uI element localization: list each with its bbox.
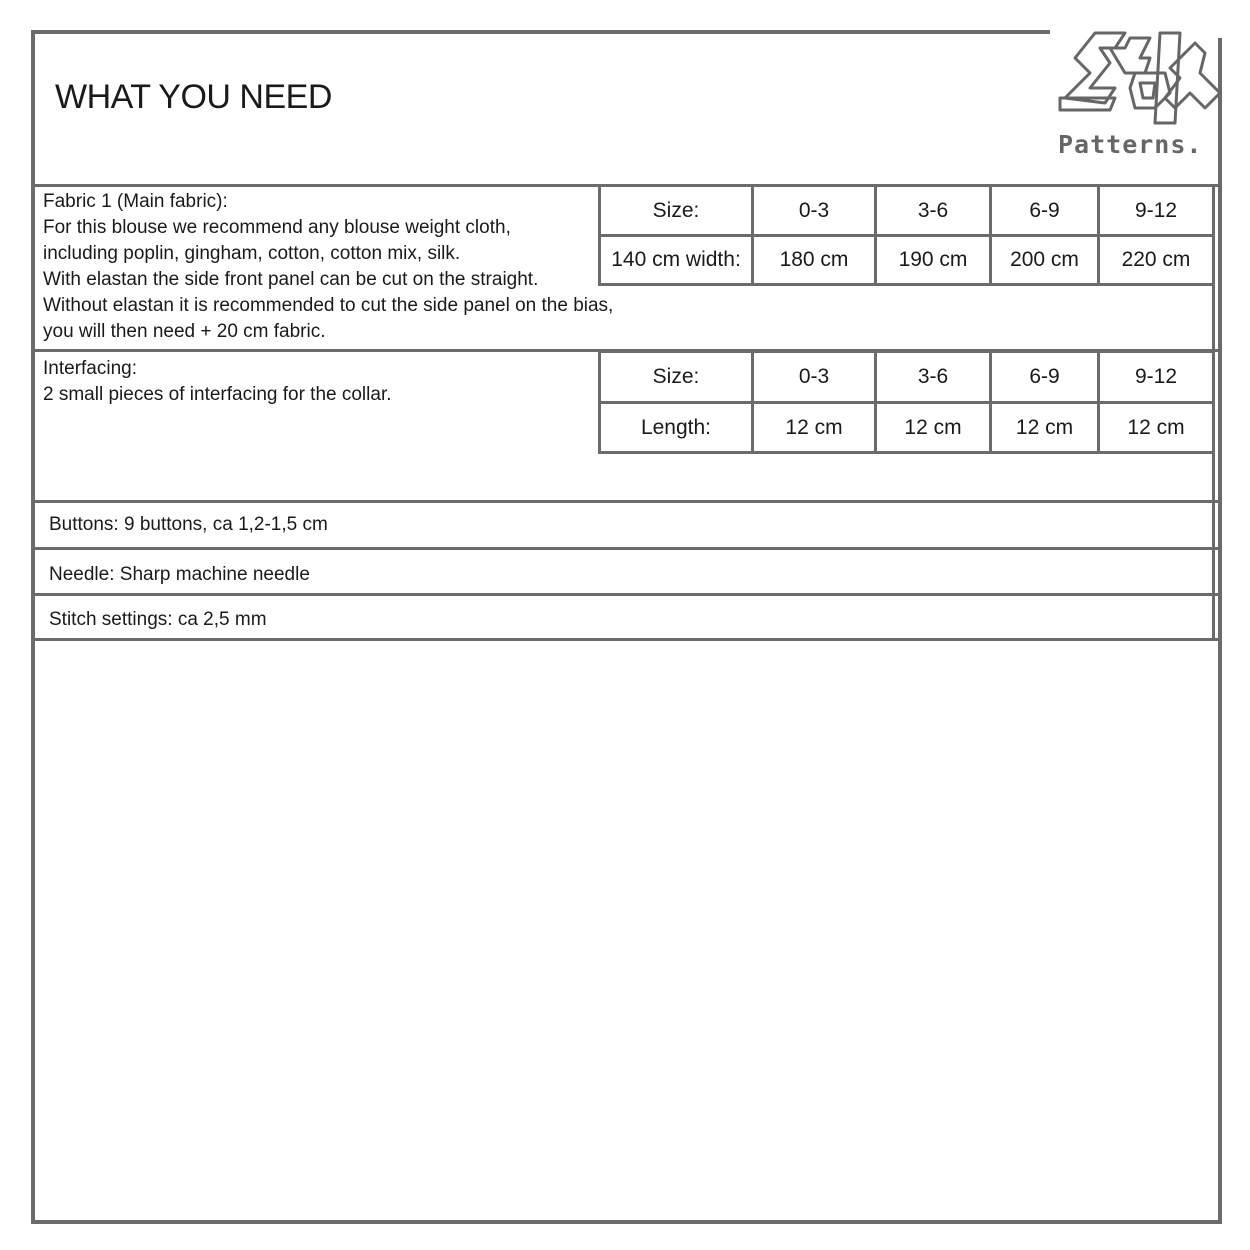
divider-interfacing xyxy=(35,500,1218,503)
size-cell: 3-6 xyxy=(876,186,991,236)
fabric-line: you will then need + 20 cm fabric. xyxy=(43,321,326,342)
page-title: WHAT YOU NEED xyxy=(55,78,332,116)
length-label: Length: xyxy=(600,403,753,453)
needle-text: Needle: Sharp machine needle xyxy=(49,564,310,585)
divider-stitch xyxy=(35,638,1218,641)
fabric-line: For this blouse we recommend any blouse weight cloth, xyxy=(43,217,511,238)
buttons-text: Buttons: 9 buttons, ca 1,2-1,5 cm xyxy=(49,514,328,535)
interfacing-size-table xyxy=(598,350,1215,454)
value-cell: 220 cm xyxy=(1099,236,1214,285)
value-cell: 12 cm xyxy=(753,403,876,453)
value-cell: 12 cm xyxy=(1099,403,1214,453)
fabric-heading: Fabric 1 (Main fabric): xyxy=(43,191,228,212)
size-cell: 0-3 xyxy=(753,352,876,403)
fabric-line: including poplin, gingham, cotton, cotton mix, silk. xyxy=(43,243,461,264)
table-row xyxy=(600,352,1214,403)
size-label: Size: xyxy=(600,352,753,403)
divider-needle xyxy=(35,593,1218,596)
logo-text: Patterns. xyxy=(1058,130,1203,159)
size-cell: 9-12 xyxy=(1099,352,1214,403)
stitch-settings-text: Stitch settings: ca 2,5 mm xyxy=(49,609,267,630)
size-cell: 3-6 xyxy=(876,352,991,403)
interfacing-heading: Interfacing: xyxy=(43,358,137,379)
size-cell: 0-3 xyxy=(753,186,876,236)
value-cell: 12 cm xyxy=(991,403,1099,453)
size-cell: 9-12 xyxy=(1099,186,1214,236)
size-cell: 6-9 xyxy=(991,186,1099,236)
fabric-size-table xyxy=(598,184,1215,286)
value-cell: 190 cm xyxy=(876,236,991,285)
value-cell: 200 cm xyxy=(991,236,1099,285)
divider-buttons xyxy=(35,547,1218,550)
size-cell: 6-9 xyxy=(991,352,1099,403)
table-row xyxy=(600,403,1214,453)
value-cell: 180 cm xyxy=(753,236,876,285)
width-label: 140 cm width: xyxy=(600,236,753,285)
table-row xyxy=(600,186,1214,236)
fabric-line: Without elastan it is recommended to cut the side panel on the bias, xyxy=(43,295,614,316)
size-label: Size: xyxy=(600,186,753,236)
fabric-line: With elastan the side front panel can be cut on the straight. xyxy=(43,269,539,290)
value-cell: 12 cm xyxy=(876,403,991,453)
interfacing-line: 2 small pieces of interfacing for the collar. xyxy=(43,384,392,405)
table-row xyxy=(600,236,1214,285)
